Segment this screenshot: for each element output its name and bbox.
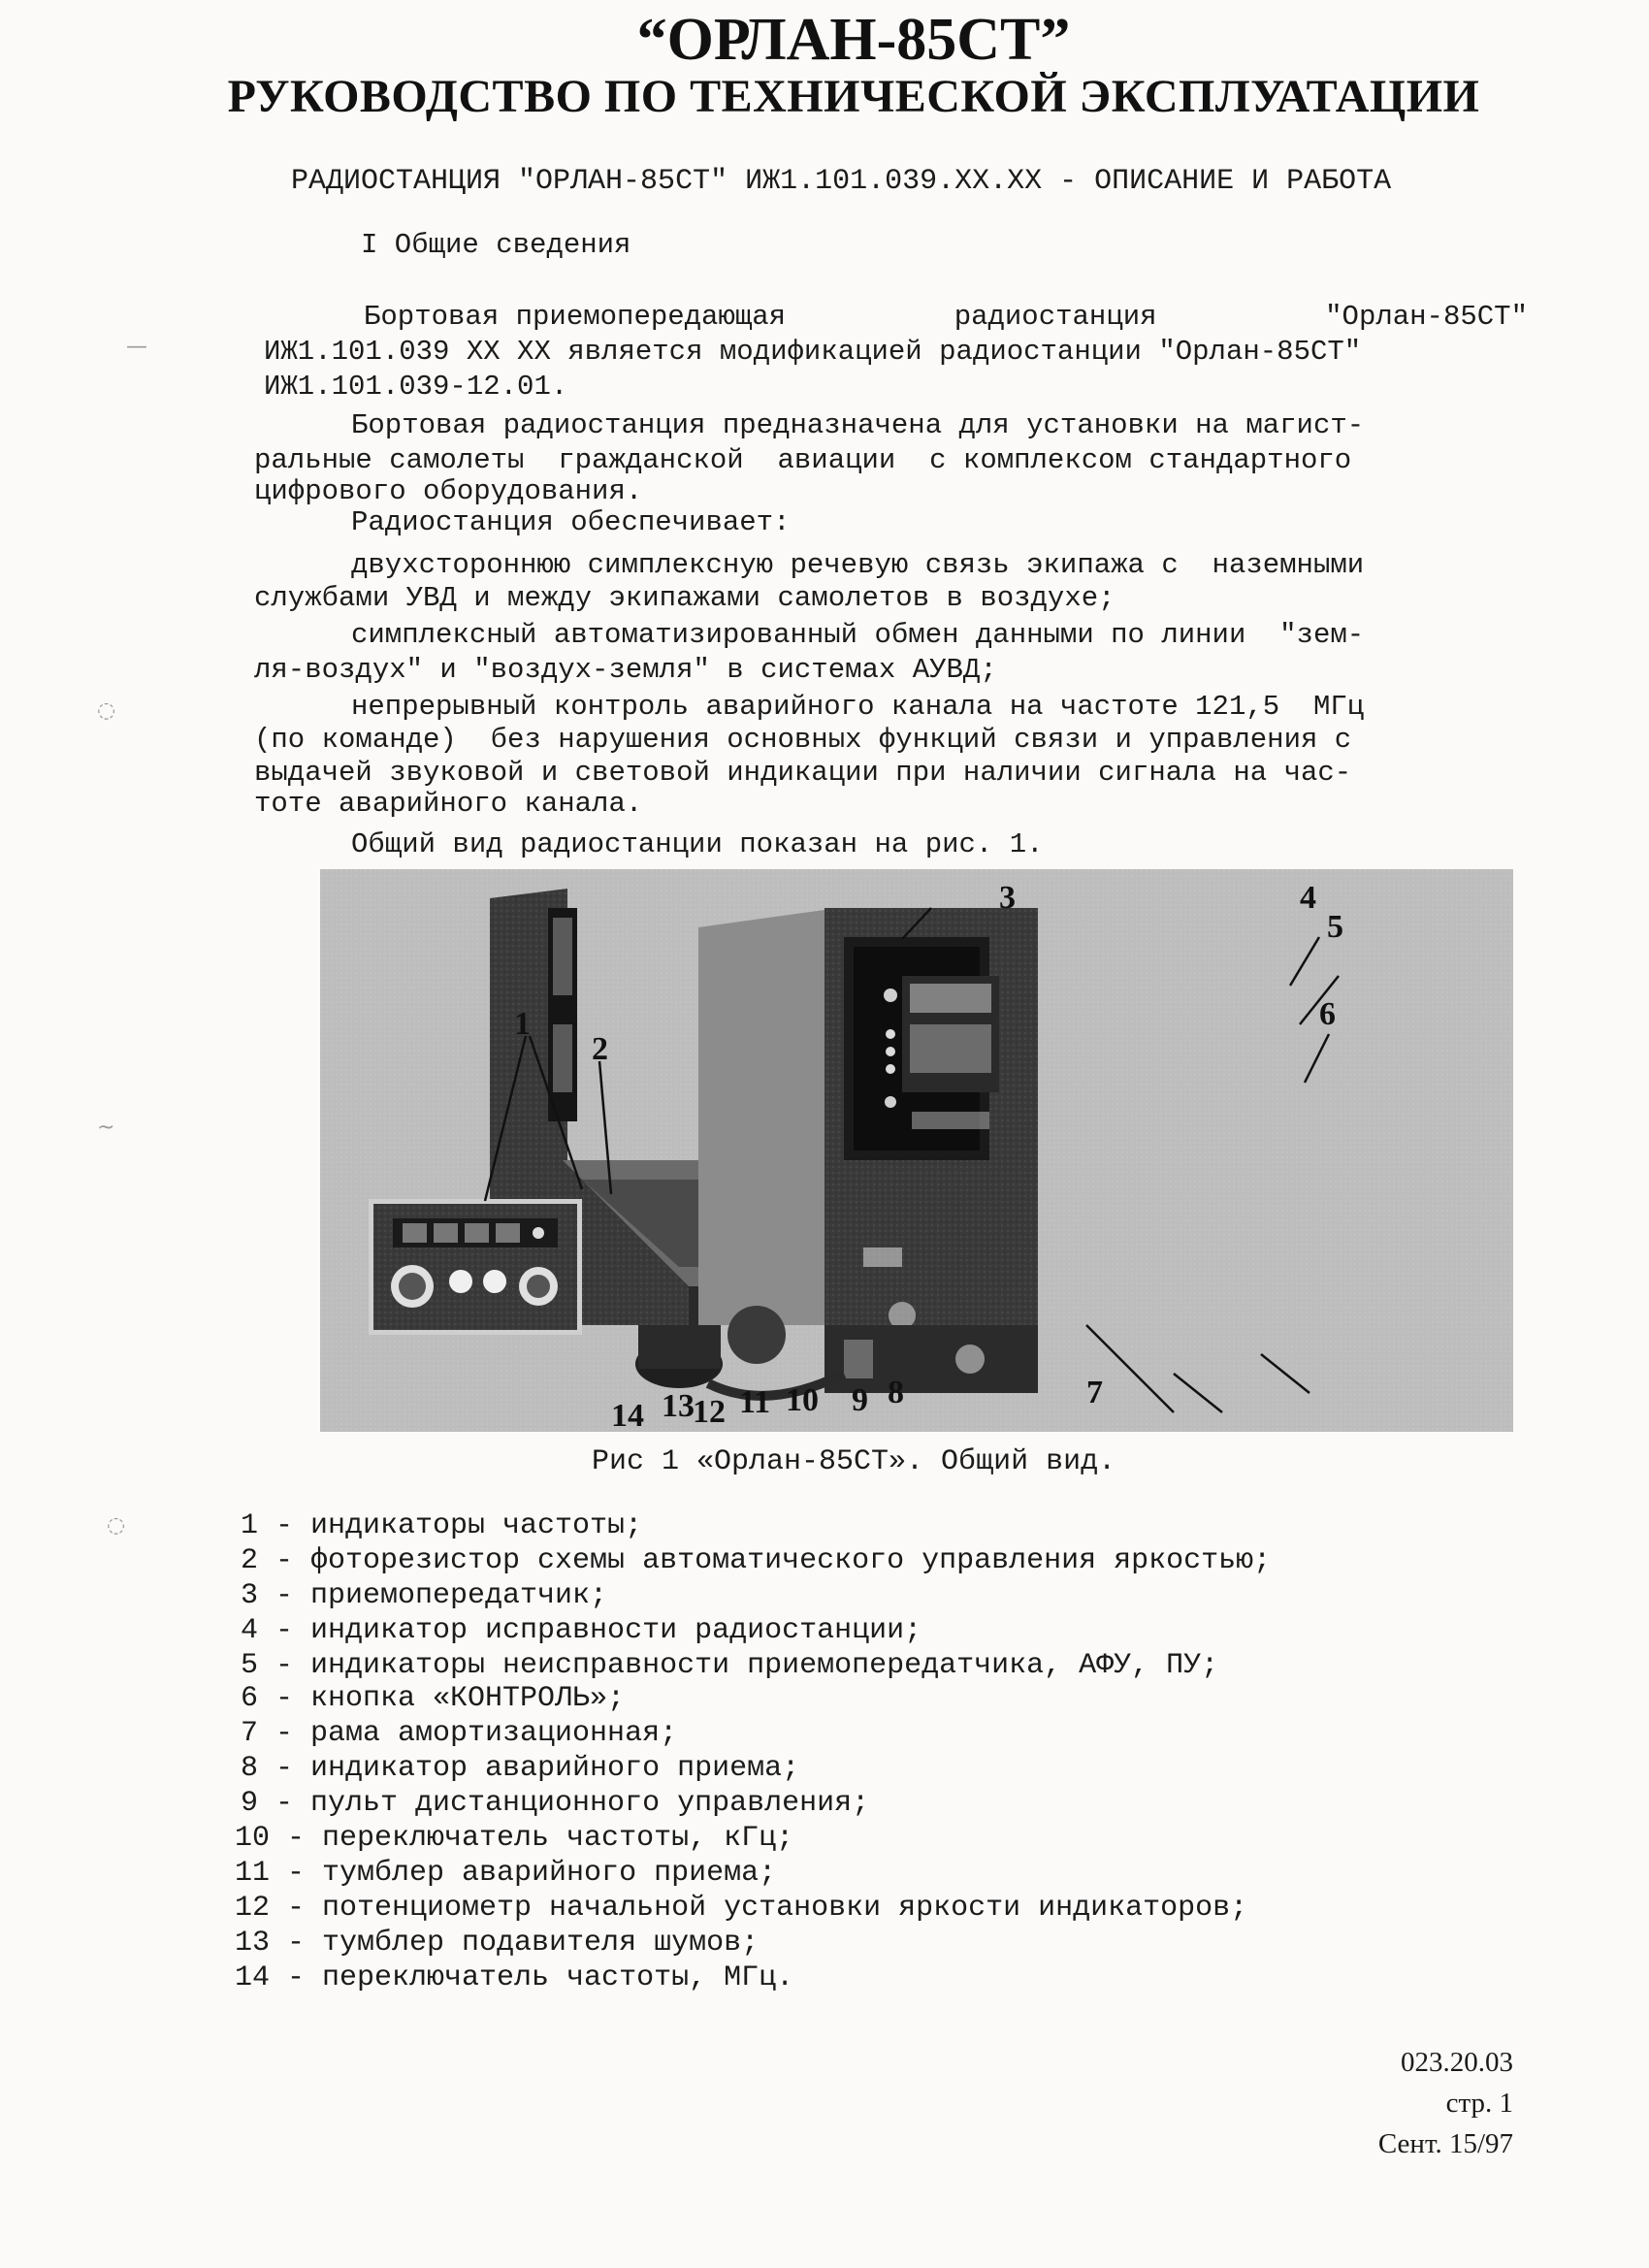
callout-2: 2 xyxy=(592,1031,608,1067)
callout-3: 3 xyxy=(999,880,1016,916)
section-heading: РАДИОСТАНЦИЯ "ОРЛАН-85СТ" ИЖ1.101.039.XX.XX - ОПИСАНИЕ И РАБОТА xyxy=(291,165,1392,198)
doc-number: 023.20.03 xyxy=(1401,2047,1513,2078)
legend-item: 4 - индикатор исправности радиостанции; xyxy=(241,1614,922,1647)
callout-5: 5 xyxy=(1327,909,1343,945)
para2-line2: ральные самолеты гражданской авиации с комплексом стандартного xyxy=(254,444,1352,476)
para1-line1-part3: "Орлан-85СТ" xyxy=(1325,301,1528,333)
scan-mark: — xyxy=(126,335,147,359)
para1-line1-part2: радиостанция xyxy=(954,301,1157,333)
page-number: стр. 1 xyxy=(1445,2088,1513,2119)
callout-14: 14 xyxy=(611,1398,644,1432)
document-subtitle: РУКОВОДСТВО ПО ТЕХНИЧЕСКОЙ ЭКСПЛУАТАЦИИ xyxy=(227,71,1480,122)
legend-item: 7 - рама амортизационная; xyxy=(241,1717,678,1750)
callout-7: 7 xyxy=(1086,1375,1103,1410)
legend-item: 11 - тумблер аварийного приема; xyxy=(235,1857,777,1890)
callout-1: 1 xyxy=(514,1006,531,1042)
para3-line2: двухстороннюю симплексную речевую связь экипажа с наземными xyxy=(351,549,1365,581)
para3-line6: непрерывный контроль аварийного канала на частоте 121,5 МГц xyxy=(351,691,1365,723)
callout-13: 13 xyxy=(662,1388,695,1424)
radio-station-photo xyxy=(320,869,1513,1432)
para3-line10: Общий вид радиостанции показан на рис. 1. xyxy=(351,828,1044,860)
legend-item: 13 - тумблер подавителя шумов; xyxy=(235,1927,760,1960)
scan-mark: ◌ xyxy=(107,1513,126,1538)
legend-item: 3 - приемопередатчик; xyxy=(241,1579,608,1612)
chapter-heading: I Общие сведения xyxy=(361,229,631,261)
figure-caption: Рис 1 «Орлан-85СТ». Общий вид. xyxy=(592,1445,1116,1478)
para3-line8: выдачей звуковой и световой индикации при наличии сигнала на час- xyxy=(254,757,1352,789)
legend-item: 2 - фоторезистор схемы автоматического управления яркостью; xyxy=(241,1544,1272,1577)
scan-mark: ◌ xyxy=(97,698,116,723)
callout-9: 9 xyxy=(852,1382,868,1418)
legend-item: 14 - переключатель частоты, МГц. xyxy=(235,1961,794,1994)
legend-item: 5 - индикаторы неисправности приемопередатчика, АФУ, ПУ; xyxy=(241,1649,1219,1682)
legend-item: 12 - потенциометр начальной установки яркости индикаторов; xyxy=(235,1892,1248,1925)
para3-line9: тоте аварийного канала. xyxy=(254,788,643,820)
scan-mark: ~ xyxy=(97,1116,115,1140)
para3-line5: ля-воздух" и "воздух-земля" в системах АУВД; xyxy=(254,654,997,686)
callout-8: 8 xyxy=(888,1375,904,1410)
para2-line1: Бортовая радиостанция предназначена для установки на магист- xyxy=(351,409,1365,441)
para1-line1-part1: Бортовая приемопередающая xyxy=(364,301,787,333)
para2-line3: цифрового оборудования. xyxy=(254,475,643,507)
para1-line1 xyxy=(364,303,1528,331)
document-title: “ОРЛАН-85СТ” xyxy=(636,7,1071,73)
para1-line3: ИЖ1.101.039-12.01. xyxy=(264,371,568,403)
para3-line4: симплексный автоматизированный обмен данными по линии "зем- xyxy=(351,619,1365,651)
para3-line3: службами УВД и между экипажами самолетов в воздухе; xyxy=(254,582,1116,614)
revision-date: Сент. 15/97 xyxy=(1377,2128,1513,2159)
callout-11: 11 xyxy=(739,1384,771,1420)
callout-6: 6 xyxy=(1319,996,1336,1032)
para3-line1: Радиостанция обеспечивает: xyxy=(351,506,791,538)
para3-line7: (по команде) без нарушения основных функций связи и управления с xyxy=(254,724,1352,756)
callout-12: 12 xyxy=(693,1394,726,1430)
legend-item: 1 - индикаторы частоты; xyxy=(241,1509,643,1542)
callout-4: 4 xyxy=(1300,880,1316,916)
legend-item: 10 - переключатель частоты, кГц; xyxy=(235,1822,794,1855)
legend-item: 9 - пульт дистанционного управления; xyxy=(241,1787,870,1820)
legend-item: 6 - кнопка «КОНТРОЛЬ»; xyxy=(241,1682,626,1715)
para1-line2: ИЖ1.101.039 XX XX является модификацией радиостанции "Орлан-85СТ" xyxy=(264,336,1362,368)
callout-10: 10 xyxy=(786,1382,819,1418)
legend-item: 8 - индикатор аварийного приема; xyxy=(241,1752,800,1785)
